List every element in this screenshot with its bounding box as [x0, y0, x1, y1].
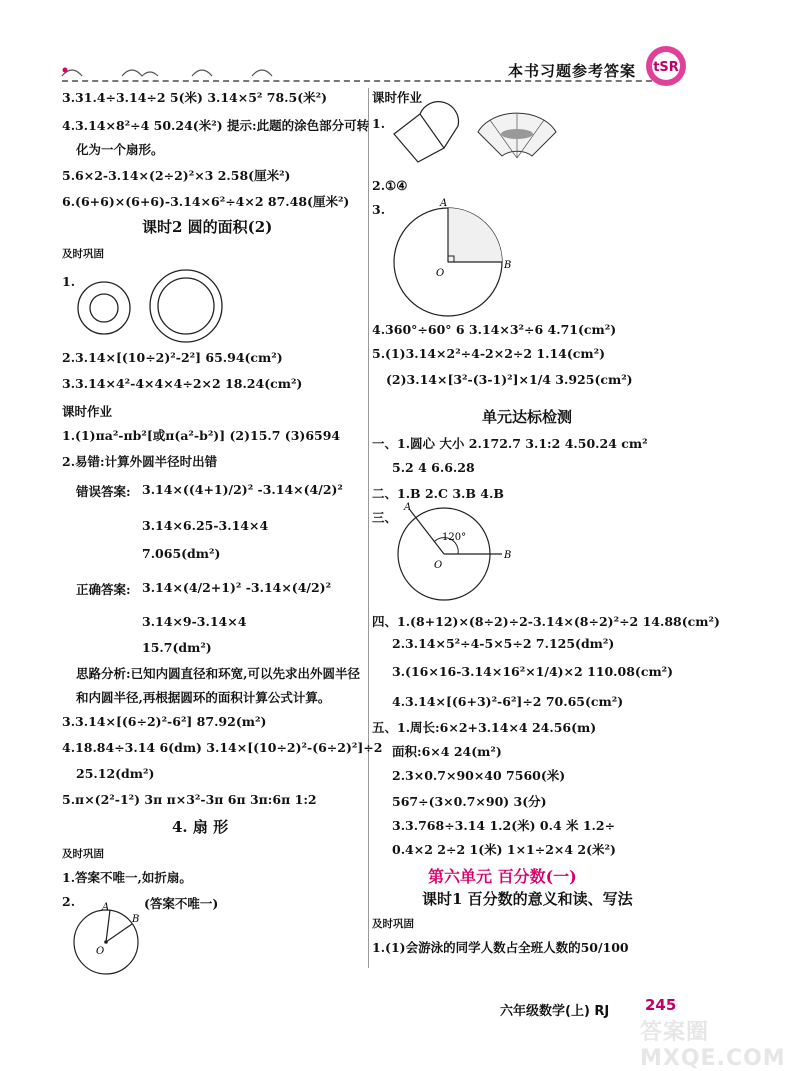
subsection-label: 及时巩固 — [62, 248, 104, 260]
answer-line: 四、1.(8+12)×(8÷2)÷2-3.14×(8÷2)²÷2 14.88(cm²) — [372, 614, 720, 629]
answer-line: 和内圆半径,再根据圆环的面积计算公式计算。 — [76, 690, 331, 705]
answer-line: 2.易错:计算外圆半径时出错 — [62, 454, 218, 469]
point-label: O — [434, 560, 443, 571]
annulus-small-diagram — [74, 278, 134, 338]
point-label: B — [504, 260, 512, 271]
answer-line: 25.12(dm²) — [76, 766, 155, 781]
correct-answer-label: 正确答案: — [76, 582, 131, 597]
answer-line: 2.3.14×[(10÷2)²-2²] 65.94(cm²) — [62, 350, 283, 365]
answer-line: 4.3.14×8²÷4 50.24(米²) 提示:此题的涂色部分可转 — [62, 118, 370, 133]
answer-line: 6.(6+6)×(6+6)-3.14×6²÷4×2 87.48(厘米²) — [62, 194, 350, 209]
answer-line: 3.(16×16-3.14×16²×1/4)×2 110.08(cm²) — [392, 664, 674, 679]
answer-line: 2.3×0.7×90×40 7560(米) — [392, 768, 566, 783]
answer-line: 五、1.周长:6×2+3.14×4 24.56(m) — [372, 720, 597, 735]
subsection-label: 及时巩固 — [62, 848, 104, 860]
answer-line: 化为一个扇形。 — [76, 142, 164, 157]
answer-line: 3.3.768÷3.14 1.2(米) 0.4 米 1.2÷ — [392, 818, 616, 833]
answer-line: 2.3.14×5²÷4-5×5÷2 7.125(dm²) — [392, 636, 615, 651]
answer-note: (答案不唯一) — [144, 896, 219, 911]
decorative-swirl-icon — [62, 62, 292, 82]
subsection-label: 课时作业 — [372, 90, 423, 105]
answer-line: 4.18.84÷3.14 6(dm) 3.14×[(10÷2)²-(6÷2)²]÷2 — [62, 740, 383, 755]
answer-line: 面积:6×4 24(m²) — [392, 744, 502, 759]
answer-line: 0.4×2 2÷2 1(米) 1×1÷2×4 2(米²) — [392, 842, 616, 857]
answer-line: 5.2 4 6.6.28 — [392, 460, 475, 475]
answer-line: 4.3.14×[(6+3)²-6²]÷2 70.65(cm²) — [392, 694, 624, 709]
answer-line: 1.答案不唯一,如折扇。 — [62, 870, 192, 885]
section-title: 课时2 圆的面积(2) — [142, 218, 273, 236]
folding-fan-icon — [472, 106, 562, 162]
quarter-circle-diagram — [390, 198, 510, 318]
answer-line: 3.14×9-3.14×4 — [142, 614, 247, 629]
point-label: O — [96, 946, 105, 957]
answer-line: 1.(1)会游泳的同学人数占全班人数的50/100 — [372, 940, 629, 955]
angle-label: 120° — [442, 532, 467, 543]
logo-text: tSR — [653, 60, 679, 75]
folded-shape-diagram — [392, 108, 472, 164]
answer-line: 2. — [62, 894, 76, 909]
answer-line: 3.3.14×[(6÷2)²-6²] 87.92(m²) — [62, 714, 267, 729]
answer-line: 一、1.圆心 大小 2.172.7 3.1:2 4.50.24 cm² — [372, 436, 648, 451]
answer-line: 5.π×(2²-1²) 3π π×3²-3π 6π 3π:6π 1:2 — [62, 792, 317, 807]
answer-line: 二、1.B 2.C 3.B 4.B — [372, 486, 504, 501]
answer-line: 1. — [372, 116, 386, 131]
lesson-title: 课时1 百分数的意义和读、写法 — [422, 890, 633, 908]
answer-line: 15.7(dm²) — [142, 640, 212, 655]
answer-line: 5.(1)3.14×2²÷4-2×2÷2 1.14(cm²) — [372, 346, 606, 361]
annulus-large-diagram — [148, 268, 224, 344]
point-label: A — [102, 902, 110, 913]
watermark: 答案圈 MXQE.COM — [640, 1020, 786, 1071]
answer-line: 7.065(dm²) — [142, 546, 221, 561]
point-label: B — [504, 550, 512, 561]
subsection-label: 课时作业 — [62, 404, 113, 419]
angle-circle-diagram — [394, 504, 514, 604]
book-title: 六年级数学(上) RJ — [500, 1004, 610, 1019]
wrong-answer-expr: 3.14×((4+1)/2)² -3.14×(4/2)² — [142, 482, 343, 497]
point-label: A — [440, 198, 448, 209]
answer-line: 4.360°÷60° 6 3.14×3²÷6 4.71(cm²) — [372, 322, 617, 337]
answer-line: 思路分析:已知内圆直径和环宽,可以先求出外圆半径 — [76, 666, 360, 681]
column-divider — [368, 88, 369, 968]
answer-line: 5.6×2-3.14×(2÷2)²×3 2.58(厘米²) — [62, 168, 291, 183]
unit-title: 第六单元 百分数(一) — [428, 867, 577, 886]
correct-answer-expr: 3.14×(4/2+1)² -3.14×(4/2)² — [142, 580, 332, 595]
answer-line: 三、 — [372, 510, 398, 525]
book-logo-icon — [644, 44, 688, 88]
sector-circle-diagram — [70, 900, 150, 980]
point-label: B — [132, 914, 140, 925]
answer-line: 3.14×6.25-3.14×4 — [142, 518, 269, 533]
subsection-label: 及时巩固 — [372, 918, 414, 930]
page-number: 245 — [645, 996, 677, 1014]
answer-line: 1.(1)πa²-πb²[或π(a²-b²)] (2)15.7 (3)6594 — [62, 428, 341, 443]
answer-line: 3.3.14×4²-4×4×4÷2×2 18.24(cm²) — [62, 376, 303, 391]
point-label: A — [404, 502, 412, 513]
wrong-answer-label: 错误答案: — [76, 484, 131, 499]
answer-line: 3. — [372, 202, 386, 217]
header-title: 本书习题参考答案 — [508, 62, 637, 80]
section-title: 单元达标检测 — [482, 408, 573, 426]
page-header — [0, 0, 750, 92]
section-title: 4. 扇 形 — [172, 818, 229, 836]
point-label: O — [436, 268, 445, 279]
answer-line: 3.31.4÷3.14÷2 5(米) 3.14×5² 78.5(米²) — [62, 90, 328, 105]
answer-line: (2)3.14×[3²-(3-1)²]×1/4 3.925(cm²) — [386, 372, 633, 387]
answer-line: 1. — [62, 274, 76, 289]
answer-line: 567÷(3×0.7×90) 3(分) — [392, 794, 547, 809]
answer-line: 2.①④ — [372, 178, 408, 193]
